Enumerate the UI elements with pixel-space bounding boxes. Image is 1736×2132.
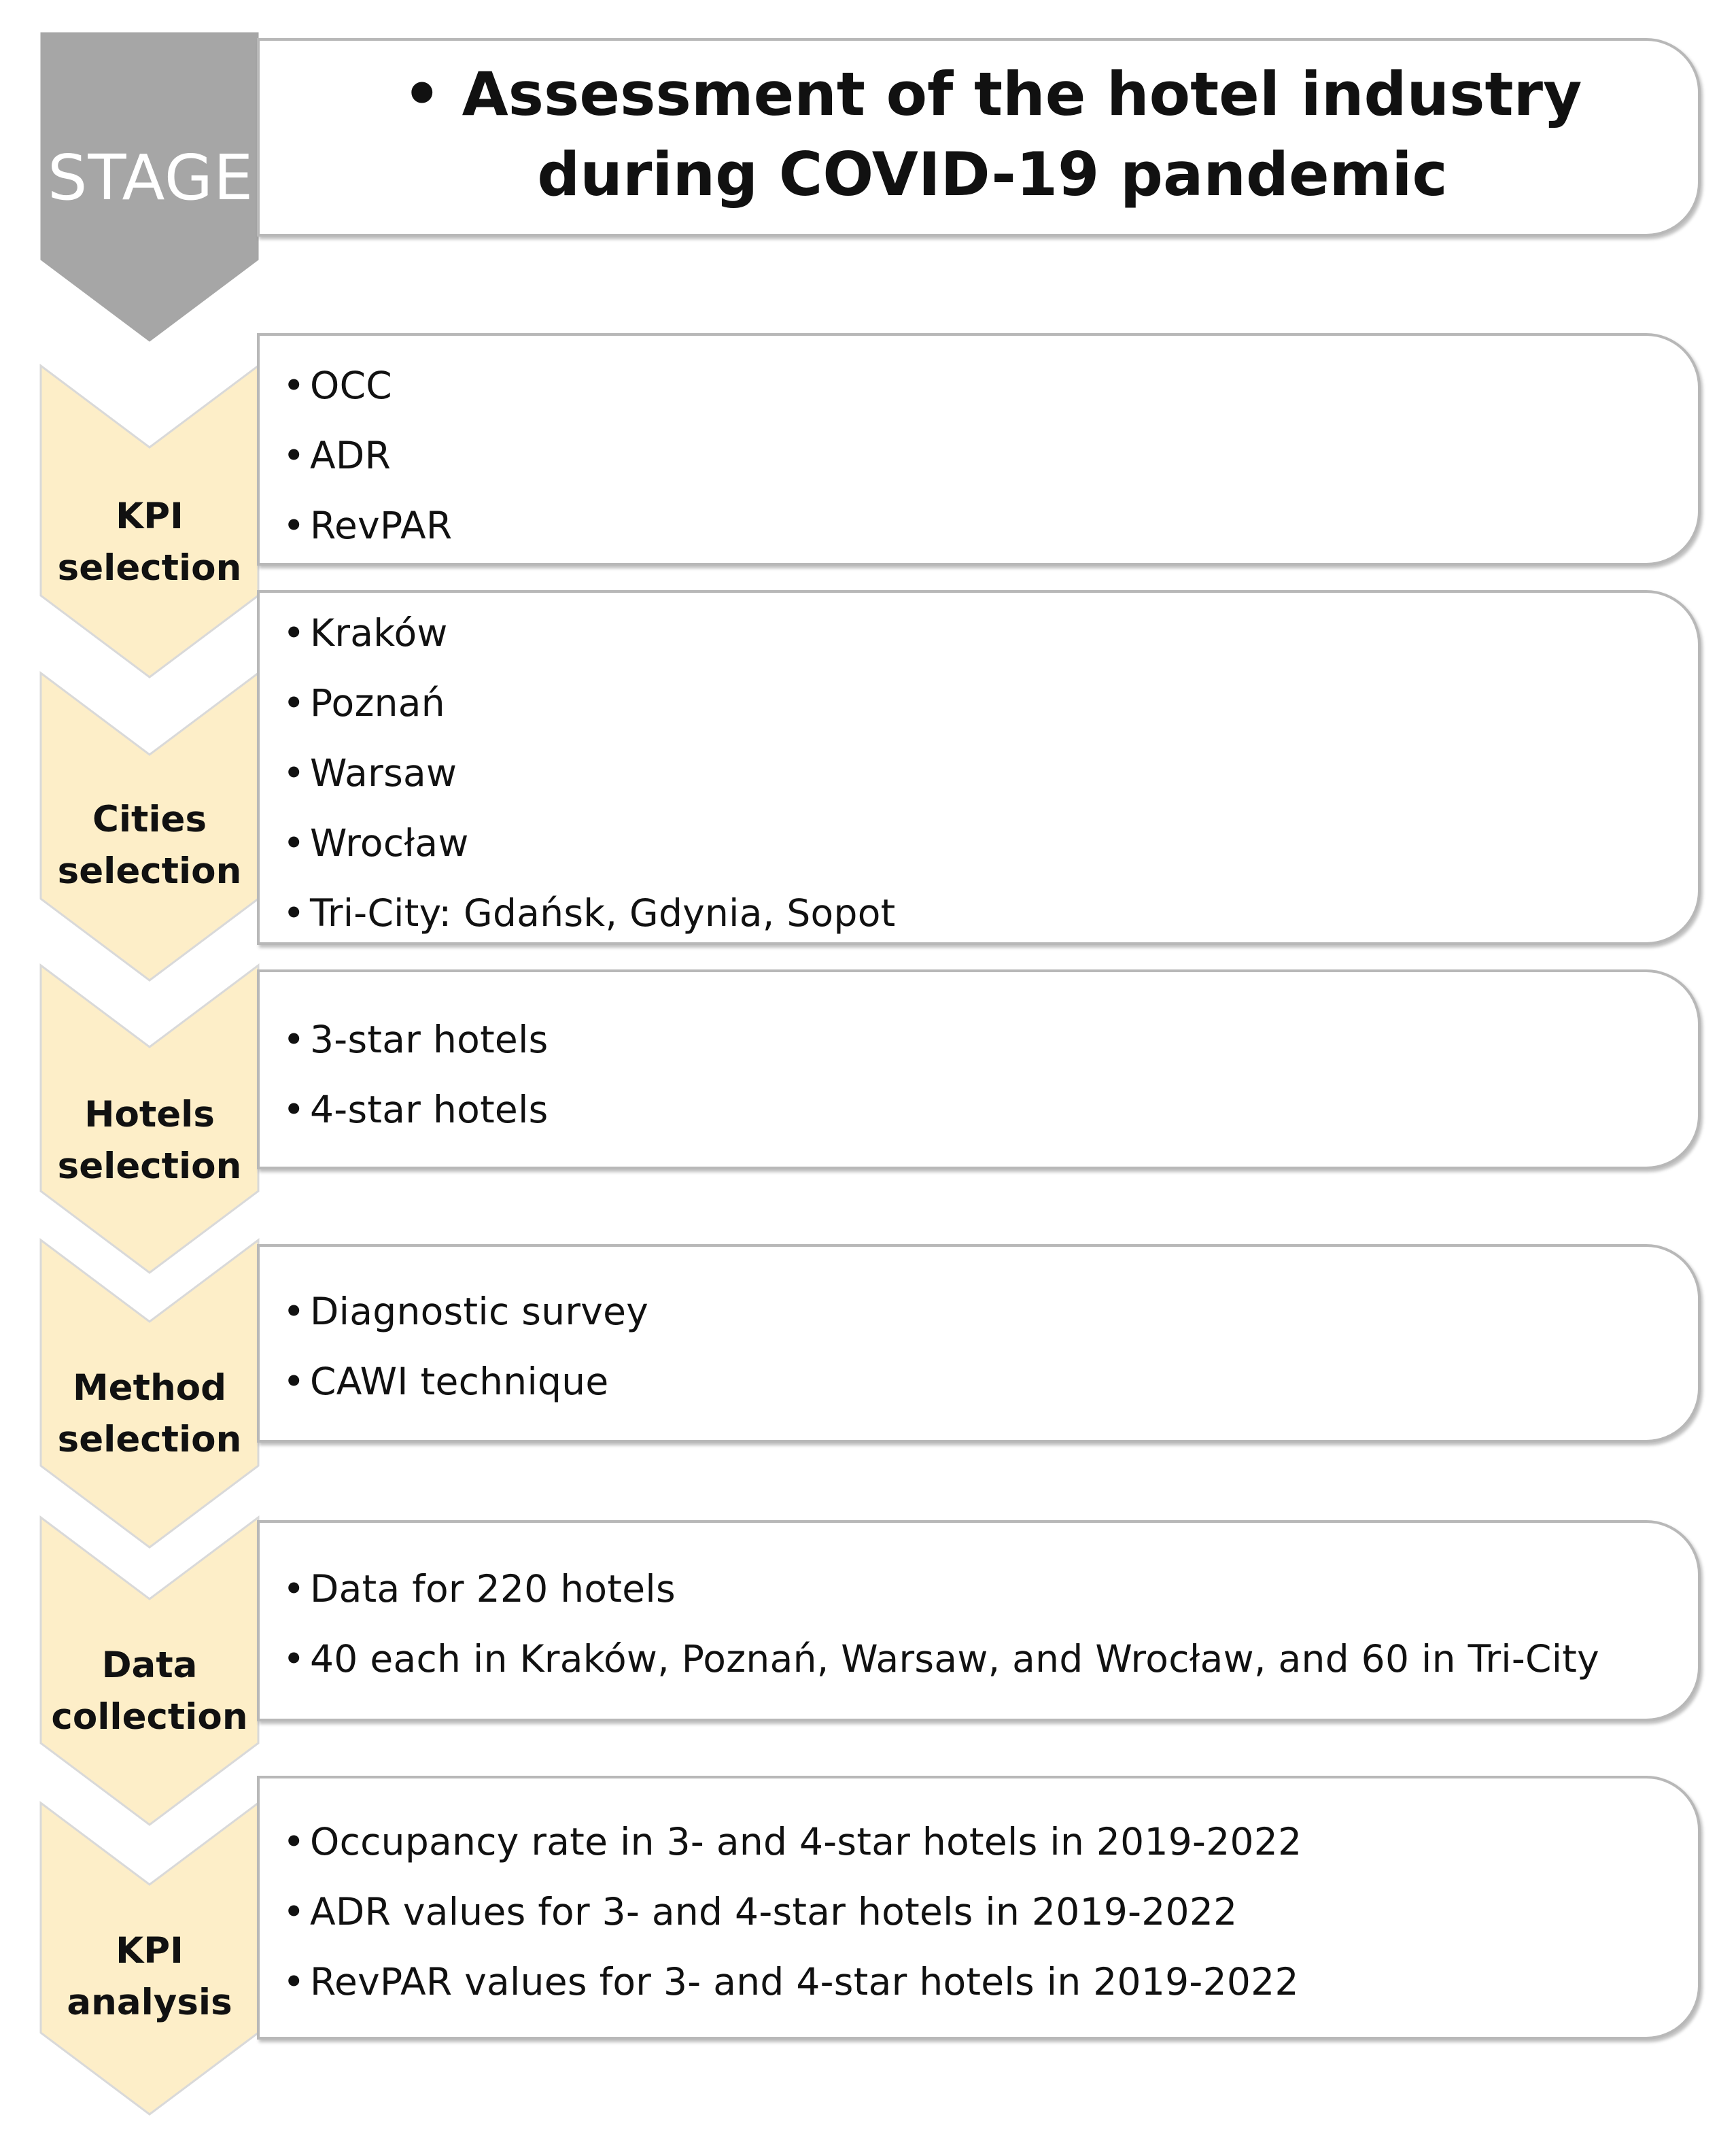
step-box-hotels-selection	[257, 969, 1701, 1169]
step-item-list	[283, 351, 452, 561]
title-bullet: •	[402, 59, 441, 129]
list-item: • OCC	[283, 364, 392, 407]
step-label-hotels-selection	[41, 1089, 258, 1192]
title-box	[257, 38, 1701, 237]
step-label-method-selection	[41, 1362, 258, 1466]
list-item: • 40 each in Kraków, Poznań, Warsaw, and Wrocław, and 60 in Tri-City	[283, 1637, 1600, 1681]
step-label-kpi-selection	[41, 491, 258, 594]
step-label-line: selection	[57, 1146, 242, 1187]
list-item: • CAWI technique	[283, 1360, 609, 1403]
list-item: • Tri-City: Gdańsk, Gdynia, Sopot	[283, 891, 896, 935]
list-item: • RevPAR	[283, 504, 453, 547]
step-label-line: Data	[101, 1645, 198, 1686]
list-item: • 4-star hotels	[283, 1088, 549, 1131]
step-label-line: selection	[57, 850, 242, 892]
list-item: • Poznań	[283, 681, 445, 725]
list-item: • ADR	[283, 434, 392, 477]
step-box-data-collection	[257, 1520, 1701, 1721]
list-item: • 3-star hotels	[283, 1018, 549, 1061]
step-item-list	[283, 1554, 1599, 1694]
step-item-list	[283, 1277, 648, 1417]
step-label-line: selection	[57, 547, 242, 589]
step-box-kpi-selection	[257, 333, 1701, 566]
step-label-data-collection	[41, 1640, 258, 1743]
step-box-kpi-analysis	[257, 1776, 1701, 2040]
step-label-line: KPI	[116, 1930, 184, 1972]
list-item: • Kraków	[283, 611, 448, 655]
step-label-line: collection	[51, 1696, 248, 1738]
list-item: • Wrocław	[283, 821, 469, 865]
list-item: • Data for 220 hotels	[283, 1567, 676, 1611]
step-label-line: KPI	[116, 496, 184, 537]
list-item: • ADR values for 3- and 4-star hotels in 2019-2022	[283, 1890, 1238, 1933]
title-text: Assessment of the hotel industry during COVID-19 pandemic	[462, 59, 1582, 209]
list-item: • Diagnostic survey	[283, 1290, 649, 1333]
step-label-kpi-analysis	[41, 1925, 258, 2029]
step-label-cities-selection	[41, 794, 258, 897]
page-title	[341, 54, 1644, 215]
step-label-line: analysis	[67, 1982, 232, 2023]
step-item-list	[283, 1005, 549, 1145]
step-box-cities-selection	[257, 590, 1701, 945]
list-item: • Warsaw	[283, 751, 457, 795]
step-item-list	[283, 1807, 1302, 2017]
step-label-line: Cities	[92, 799, 207, 840]
step-label-line: Hotels	[84, 1094, 215, 1135]
stage-label: STAGE	[48, 141, 254, 214]
list-item: • Occupancy rate in 3- and 4-star hotels in 2019-2022	[283, 1820, 1302, 1863]
step-item-list	[283, 598, 896, 948]
step-box-method-selection	[257, 1244, 1701, 1443]
step-label-line: selection	[57, 1419, 242, 1460]
step-label-line: Method	[72, 1367, 227, 1409]
list-item: • RevPAR values for 3- and 4-star hotels in 2019-2022	[283, 1960, 1299, 2004]
